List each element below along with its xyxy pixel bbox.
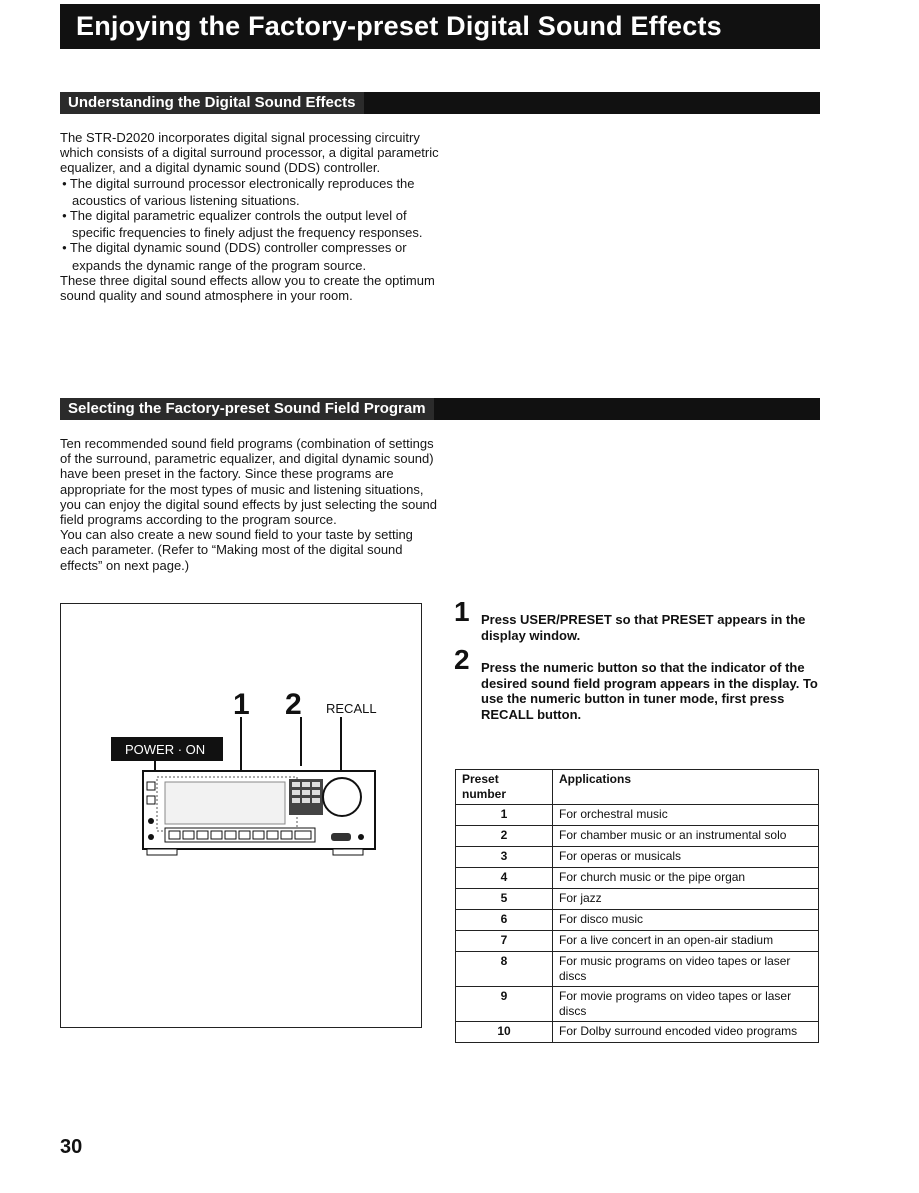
table-row (456, 805, 819, 826)
preset-number: 3 (456, 847, 553, 868)
recall-label: RECALL (326, 701, 377, 716)
column-header-applications: Applications (553, 770, 819, 805)
preset-application: For music programs on video tapes or laser discs (553, 952, 819, 987)
page-title: Enjoying the Factory-preset Digital Sound Effects (60, 4, 820, 49)
preset-application: For disco music (553, 910, 819, 931)
receiver-illustration (61, 604, 423, 1029)
column-header-preset: Preset number (456, 770, 553, 805)
preset-number: 4 (456, 868, 553, 889)
preset-number: 5 (456, 889, 553, 910)
preset-application: For jazz (553, 889, 819, 910)
table-row (456, 910, 819, 931)
section-heading-label: Understanding the Digital Sound Effects (60, 92, 364, 114)
preset-number: 6 (456, 910, 553, 931)
preset-application: For a live concert in an open-air stadium (553, 931, 819, 952)
preset-application: For church music or the pipe organ (553, 868, 819, 889)
callout-1: 1 (233, 688, 250, 721)
section2-body (60, 436, 440, 573)
page-number: 30 (60, 1136, 83, 1158)
table-row (456, 826, 819, 847)
section2-para1: Ten recommended sound field programs (combination of settings of the surround, parametric equalizer, and digital dynamic sound) have been preset in the factory. Since these programs are appropriate for the most types of music and listening situations, you can enjoy the digital sound effects by just selecting the sound field programs according to the program source. (60, 436, 438, 528)
volume-knob (323, 778, 361, 816)
table-row (456, 889, 819, 910)
table-row (456, 847, 819, 868)
power-label: POWER · ON (125, 742, 206, 757)
preset-application: For movie programs on video tapes or laser discs (553, 987, 819, 1022)
step-2 (454, 644, 824, 722)
table-row (456, 868, 819, 889)
section2-para2: You can also create a new sound field to your taste by setting each parameter. (Refer to “Making most of the digital sound effects” on next page.) (60, 527, 413, 573)
step-number: 1 (454, 596, 470, 627)
step-text: Press USER/PRESET so that PRESET appears in the display window. (481, 612, 806, 643)
step-number: 2 (454, 644, 470, 675)
section1-body (60, 130, 440, 303)
step-text: Press the numeric button so that the indicator of the desired sound field program appears in the display. To use the numeric button in tuner mode, first press RECALL button. (481, 660, 818, 722)
table-row (456, 1022, 819, 1043)
table-row (456, 952, 819, 987)
section-heading-understanding (60, 92, 820, 114)
preset-number: 2 (456, 826, 553, 847)
section1-closing: These three digital sound effects allow you to create the optimum sound quality and sound atmosphere in your room. (60, 272, 435, 304)
table-header-row (456, 770, 819, 805)
table-row (456, 987, 819, 1022)
preset-table (455, 769, 819, 1043)
section1-intro: The STR-D2020 incorporates digital signal processing circuitry which consists of a digital surround processor, a digital parametric equalizer, and a digital dynamic sound (DDS) controller. (60, 130, 439, 176)
section-heading-selecting (60, 398, 820, 420)
effects-list (60, 176, 440, 273)
list-item: ● The digital dynamic sound (DDS) controller compresses or expands the dynamic range of the program source. (60, 240, 440, 272)
list-item: ● The digital parametric equalizer controls the output level of specific frequencies to finely adjust the frequency responses. (60, 208, 440, 240)
preset-number: 1 (456, 805, 553, 826)
preset-number: 9 (456, 987, 553, 1022)
table-row (456, 931, 819, 952)
section-heading-label: Selecting the Factory-preset Sound Field Program (60, 398, 434, 420)
step-1 (454, 596, 824, 643)
preset-number: 10 (456, 1022, 553, 1043)
preset-number: 7 (456, 931, 553, 952)
preset-application: For chamber music or an instrumental solo (553, 826, 819, 847)
preset-application: For Dolby surround encoded video programs (553, 1022, 819, 1043)
callout-2: 2 (285, 688, 302, 721)
list-item: ● The digital surround processor electronically reproduces the acoustics of various listening situations. (60, 176, 440, 208)
preset-application: For orchestral music (553, 805, 819, 826)
preset-number: 8 (456, 952, 553, 987)
preset-application: For operas or musicals (553, 847, 819, 868)
receiver-figure (60, 603, 422, 1028)
